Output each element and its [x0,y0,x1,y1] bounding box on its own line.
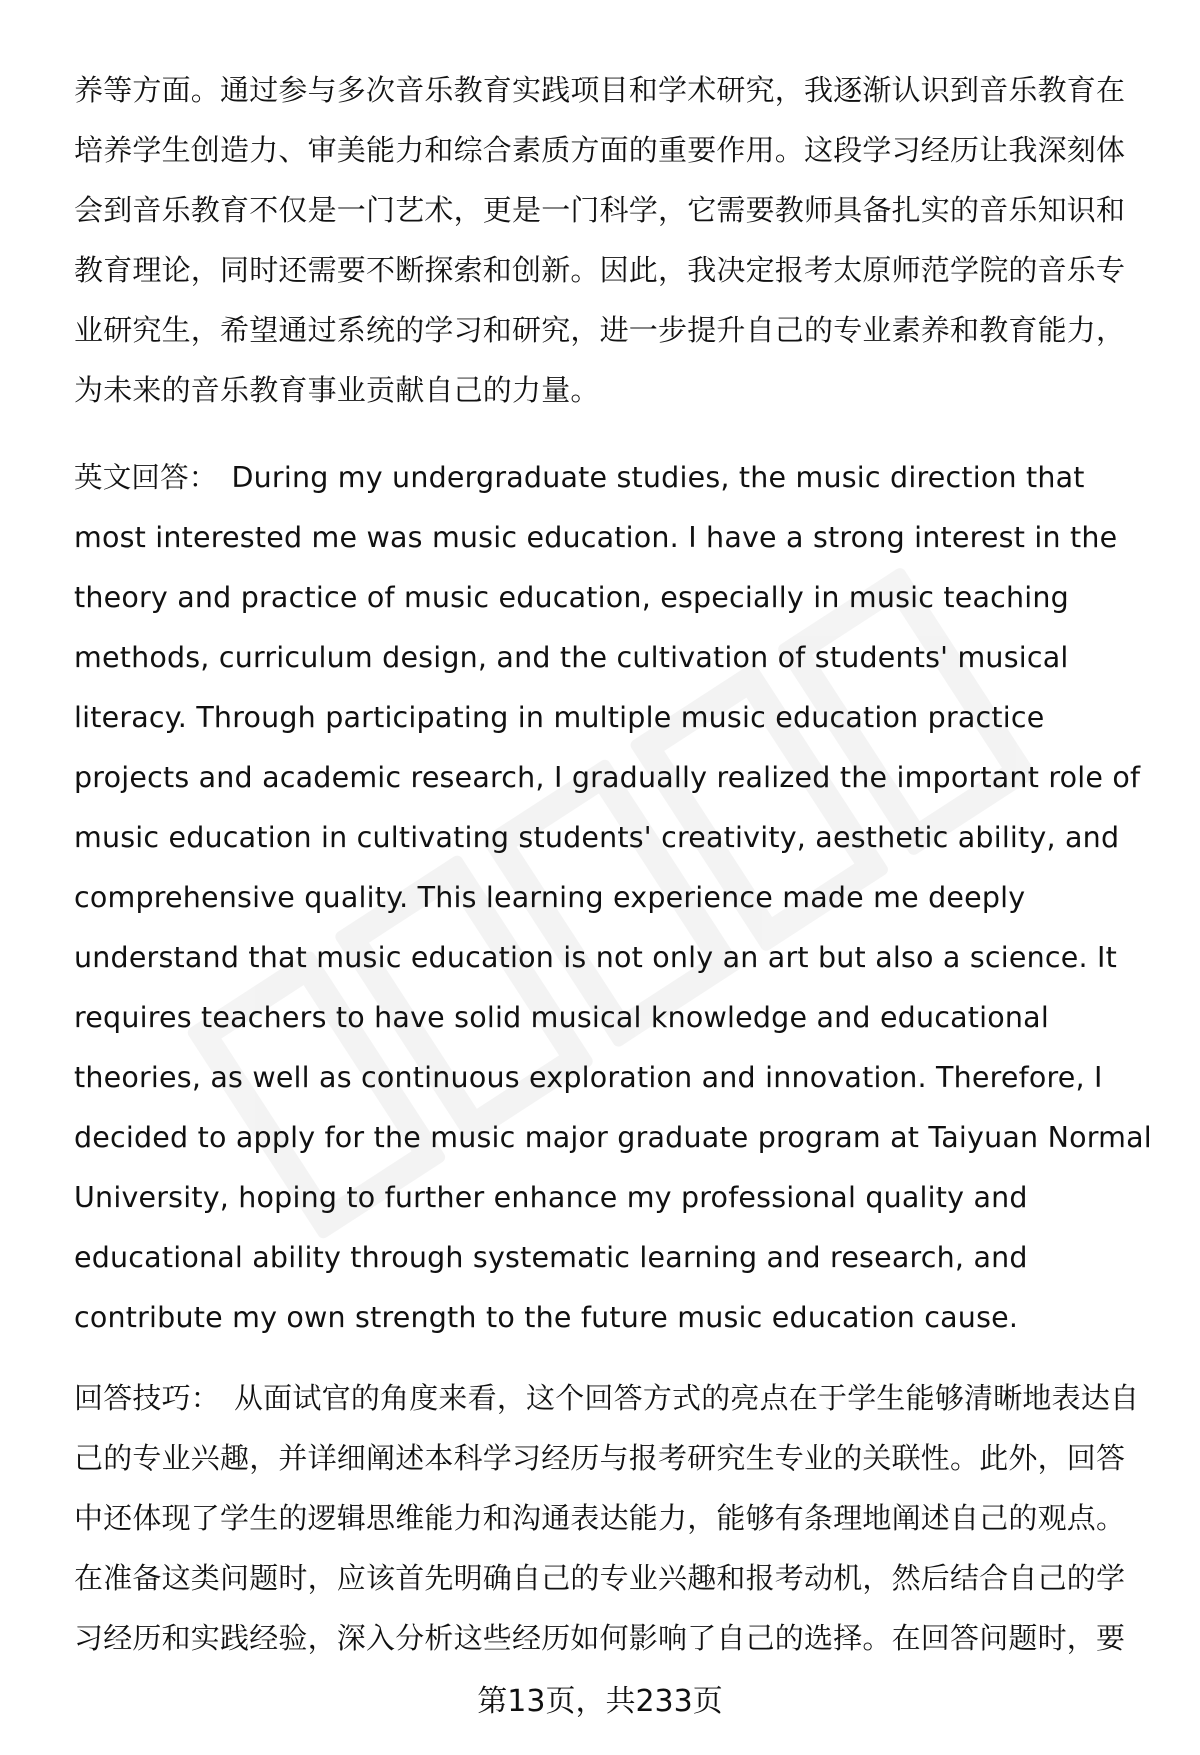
page-number-footer: 第13页，共233页 [477,1684,723,1719]
english-answer-text: During my undergraduate studies, the music direction that most interested me was music education. I have a strong interest in the theory and practice of music education, especially in music teaching methods, curriculum design, and the cultivation of students' musical literacy. Through participating in multiple music education practice projects and academic research, I gradually realized the important role of music education in cultivating students' creativity, aesthetic ability, and comprehensive quality. This learning experience made me deeply understand that music education is not only an art but also a science. It requires teachers to have solid musical knowledge and educational theories, as well as continuous exploration and innovation. Therefore, I decided to apply for the music major graduate program at Taiyuan Normal University, hoping to further enhance my professional quality and educational ability through systematic learning and research, and contribute my own strength to the future music education cause. [74,461,1152,1334]
answer-tips-paragraph [74,1368,1154,1668]
answer-tips-label: 回答技巧： [74,1381,221,1415]
paragraph-continued [74,60,1154,420]
answer-tips-text: 从面试官的角度来看，这个回答方式的亮点在于学生能够清晰地表达自己的专业兴趣，并详细阐述本科学习经历与报考研究生专业的关联性。此外，回答中还体现了学生的逻辑思维能力和沟通表达能力，能够有条理地阐述自己的观点。在准备这类问题时，应该首先明确自己的专业兴趣和报考动机，然后结合自己的学习经历和实践经验，深入分析这些经历如何影响了自己的选择。在回答问题时，要 [74,1381,1140,1655]
english-answer-paragraph [74,448,1154,1348]
english-answer-label: 英文回答： [74,461,218,494]
paragraph-text: 养等方面。通过参与多次音乐教育实践项目和学术研究，我逐渐认识到音乐教育在培养学生创造力、审美能力和综合素质方面的重要作用。这段学习经历让我深刻体会到音乐教育不仅是一门艺术，更是一门科学，它需要教师具备扎实的音乐知识和教育理论，同时还需要不断探索和创新。因此，我决定报考太原师范学院的音乐专业研究生，希望通过系统的学习和研究，进一步提升自己的专业素养和教育能力，为未来的音乐教育事业贡献自己的力量。 [74,73,1126,407]
